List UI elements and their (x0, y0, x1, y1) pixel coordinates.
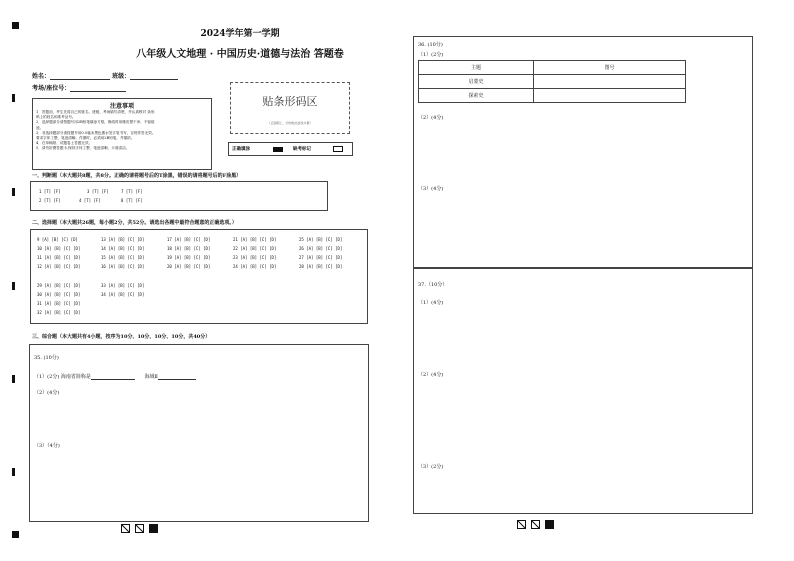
corner-mark-bottom-left (12, 531, 19, 538)
table-row (419, 89, 686, 103)
mc-option-row[interactable]: 30 [A] [B] [C] [D] (37, 292, 81, 297)
timing-mark (12, 468, 15, 476)
q37-part3: （3）(2分) (418, 464, 444, 470)
tf-answer-box (30, 181, 328, 211)
corner-mark-top-left (12, 22, 19, 29)
student-name-row (32, 71, 178, 80)
mc-option-row[interactable]: 20 [A] [B] [C] [D] (167, 264, 211, 269)
exam-seat-label: 考场/座位号： (32, 85, 71, 92)
notice-line: 码上的姓名和准考证号。 (36, 115, 76, 120)
mc-option-row[interactable]: 11 [A] [B] [C] [D] (37, 255, 81, 260)
mc-option-row[interactable]: 22 [A] [B] [C] [D] (233, 246, 277, 251)
exam-term-title: 2024学年第一学期 (200, 29, 280, 39)
mc-option-row[interactable]: 9 [A] [B] [C] [D] (37, 237, 78, 242)
mc-option-row[interactable]: 17 [A] [B] [C] [D] (167, 237, 211, 242)
exam-seat-row (32, 83, 126, 92)
mc-option-row[interactable]: 18 [A] [B] [C] [D] (167, 246, 211, 251)
name-field[interactable] (50, 73, 110, 80)
correct-fill-sample (273, 147, 283, 152)
exam-seat-field[interactable] (70, 85, 126, 92)
mc-option-row[interactable]: 21 [A] [B] [C] [D] (233, 237, 277, 242)
q35-part1-label-b: 海域Ⅱ (144, 374, 158, 380)
barcode-label: 贴条形码区 (262, 95, 318, 108)
q37-answer-box[interactable] (413, 268, 753, 514)
mc-option-row[interactable]: 19 [A] [B] [C] [D] (167, 255, 211, 260)
mc-option-row[interactable]: 33 [A] [B] [C] [D] (101, 283, 145, 288)
mc-option-row[interactable]: 31 [A] [B] [C] [D] (37, 301, 81, 306)
notice-line: 2．选择题部分请按题号用2B铅笔填涂方框，修改时用橡皮擦干净，不留痕 (36, 120, 155, 125)
mc-option-row[interactable]: 25 [A] [B] [C] [D] (299, 237, 343, 242)
mc-option-row[interactable]: 10 [A] [B] [C] [D] (37, 246, 81, 251)
barcode-area (230, 82, 350, 134)
absent-mark-box[interactable] (333, 146, 343, 152)
timing-mark (12, 94, 15, 102)
timing-mark (12, 375, 15, 383)
mc-option-row[interactable]: 12 [A] [B] [C] [D] (37, 264, 81, 269)
q35-part1-label: （1）(2分) 海南省简称是 (34, 374, 91, 380)
mc-option-row[interactable]: 14 [A] [B] [C] [D] (101, 246, 145, 251)
class-label: 班级： (112, 73, 131, 80)
table-answer-cell[interactable] (534, 75, 686, 89)
name-label: 姓名： (32, 73, 51, 80)
filled-mark-icon (545, 520, 554, 529)
q37-heading: 37.（10分） (418, 282, 448, 288)
slash-mark-icon (531, 520, 540, 529)
exam-title: 八年级人文地理 · 中国历史·道德与法治 答题卷 (136, 49, 344, 60)
q36-answer-box[interactable] (413, 36, 753, 268)
q36-part2: （2）(4分) (418, 115, 444, 121)
notice-line: 4．在草稿纸、试题卷上答题无效。 (36, 141, 93, 146)
mc-option-row[interactable]: 29 [A] [B] [C] [D] (37, 283, 81, 288)
class-field[interactable] (130, 73, 178, 80)
q35-answer-box[interactable] (29, 344, 369, 522)
q36-table (418, 60, 686, 103)
timing-mark (12, 188, 15, 196)
q35-part1 (34, 373, 196, 380)
mc-option-row[interactable]: 24 [A] [B] [C] [D] (233, 264, 277, 269)
tf-option-row[interactable]: 3 [T] [F] (87, 189, 109, 194)
mc-section-title: 二、选择题（本大题共26题，每小题2分，共52分。请选出各题中最符合题意的正确选项。） (32, 220, 237, 226)
tf-option-row[interactable]: 8 [T] [F] (121, 198, 143, 203)
mc-option-row[interactable]: 32 [A] [B] [C] [D] (37, 310, 81, 315)
mc-option-row[interactable]: 26 [A] [B] [C] [D] (299, 246, 343, 251)
notice-line: 1．答题前，考生先将自己的姓名、班级、考场填写清楚，并认真核对 条形 (36, 110, 155, 114)
q35-answer-line[interactable] (158, 373, 196, 380)
mc-option-row[interactable]: 34 [A] [B] [C] [D] (101, 292, 145, 297)
fill-legend (228, 142, 353, 156)
tf-option-row[interactable]: 2 [T] [F] (39, 198, 61, 203)
q35-part2: （2）(4分) (34, 390, 60, 396)
slash-mark-icon (121, 524, 130, 533)
q36-part1: （1）(2分) (418, 52, 444, 58)
q37-part2: （2）(4分) (418, 372, 444, 378)
mc-answer-box (30, 229, 368, 324)
tf-option-row[interactable]: 1 [T] [F] (39, 189, 61, 194)
mc-option-row[interactable]: 23 [A] [B] [C] [D] (233, 255, 277, 260)
comprehensive-section-title: 三、综合题（本大题共有4小题，按序为10分、10分、10分、10分，共40分） (32, 334, 211, 340)
q36-part3: （3）(4分) (418, 186, 444, 192)
notice-line: 要求字体工整、笔迹清晰。作图时，必须用2B铅笔，并描浓。 (36, 136, 135, 141)
q37-part1: （1）(4分) (418, 300, 444, 306)
table-row-label: 启蒙史 (419, 75, 534, 89)
q35-answer-line[interactable] (91, 373, 135, 380)
filled-mark-icon (149, 524, 158, 533)
table-answer-cell[interactable] (534, 89, 686, 103)
table-header-row (419, 61, 686, 75)
mc-option-row[interactable]: 27 [A] [B] [C] [D] (299, 255, 343, 260)
mc-option-row[interactable]: 13 [A] [B] [C] [D] (101, 237, 145, 242)
q36-heading: 36. (10分) (418, 42, 443, 48)
slash-mark-icon (135, 524, 144, 533)
slash-mark-icon (517, 520, 526, 529)
q35-heading: 35. (10分) (34, 355, 59, 361)
table-header-topic: 主题 (419, 61, 534, 75)
notice-line: 迹。 (36, 125, 44, 130)
notice-title: 注意事项 (109, 103, 134, 110)
barcode-hint: （正面朝上，切勿贴出虚线方框） (267, 121, 313, 125)
table-header-figure: 图号 (534, 61, 686, 75)
notice-line: 5．请勿折叠答题卡,保持字体工整、笔迹清晰、卡面清洁。 (36, 146, 130, 151)
mc-option-row[interactable]: 15 [A] [B] [C] [D] (101, 255, 145, 260)
mc-option-row[interactable]: 16 [A] [B] [C] [D] (101, 264, 145, 269)
notice-box (32, 98, 212, 170)
q35-part3: （3）（4分) (34, 443, 60, 449)
table-row-label: 探索史 (419, 89, 534, 103)
notice-line: 3．非选择题部分请按题号用0.5毫米黑色墨水签字笔书写，否则作答无效。 (36, 130, 156, 135)
absent-mark-label: 缺考标记 (293, 147, 311, 152)
correct-fill-label: 正确填涂 (232, 147, 250, 152)
tf-section-title: 一、判断题（本大题共8题，共8分。正确的请将题号后的T涂黑，错误的请将题号后的F涂黑） (32, 173, 242, 179)
table-row (419, 75, 686, 89)
mc-option-row[interactable]: 28 [A] [B] [C] [D] (299, 264, 343, 269)
tf-option-row[interactable]: 4 [T] [F] (79, 198, 101, 203)
timing-mark (12, 282, 15, 290)
tf-option-row[interactable]: 7 [T] [F] (121, 189, 143, 194)
